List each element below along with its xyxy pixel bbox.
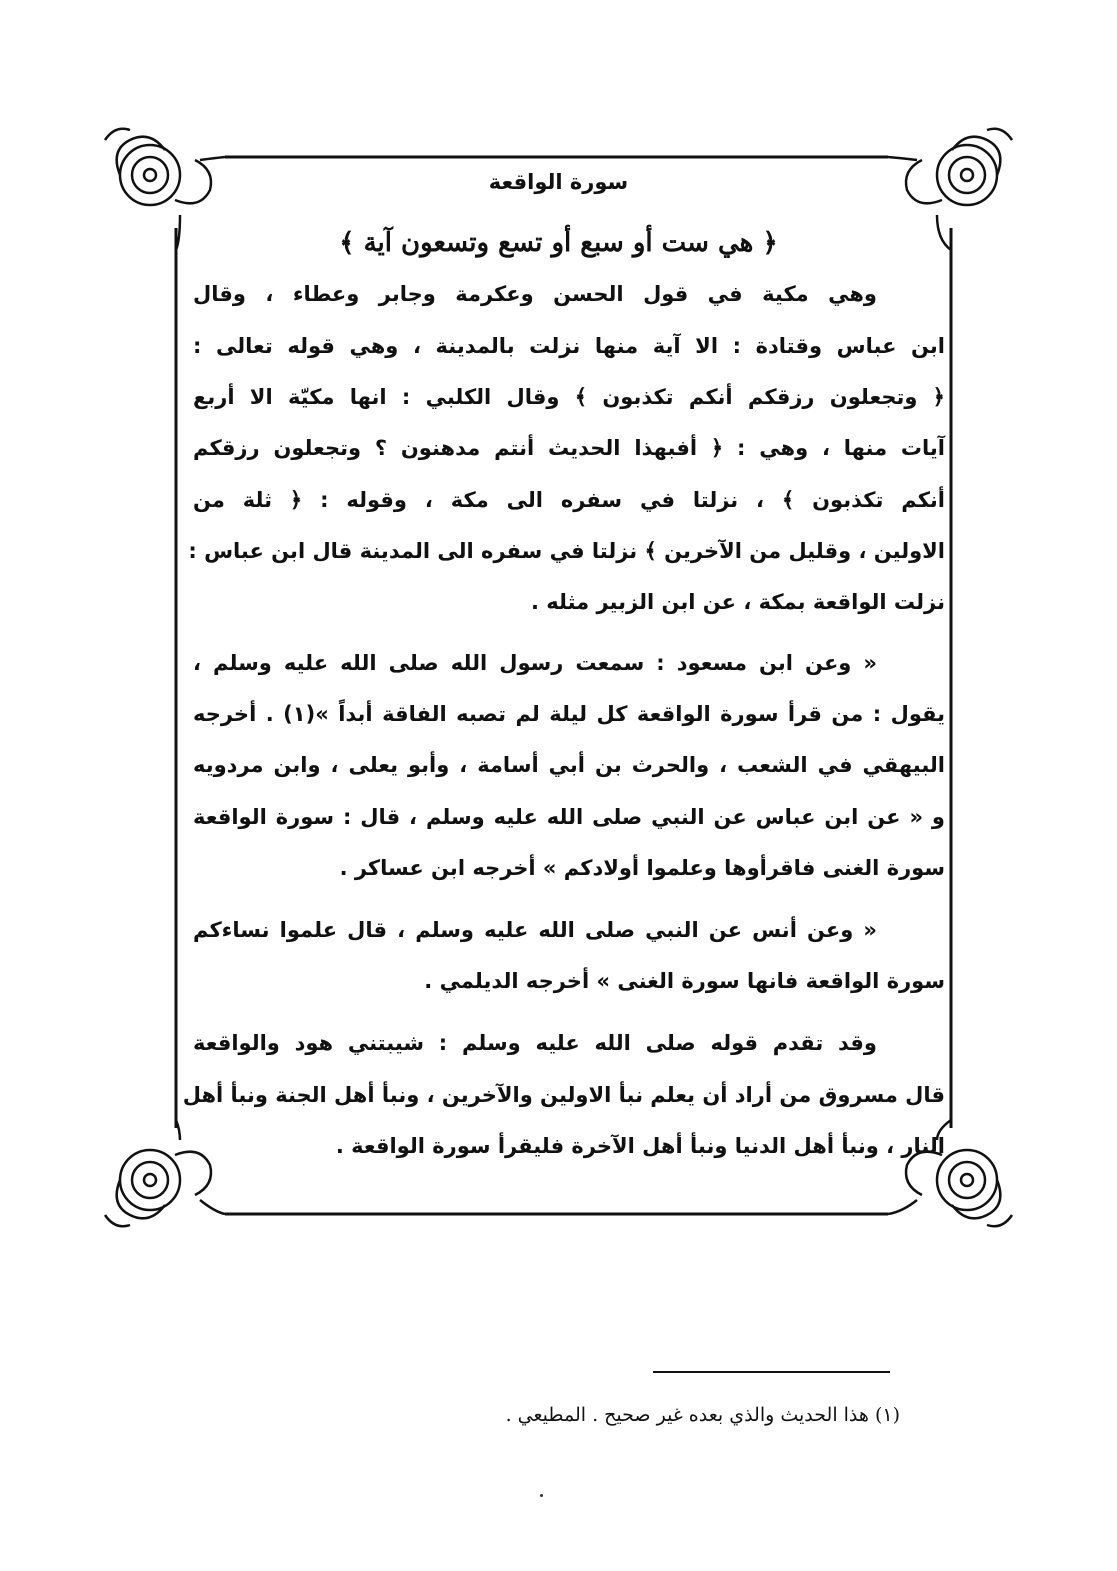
page-mark (540, 1494, 543, 1497)
body-line: « وعن ابن مسعود : سمعت رسول الله صلى الله عليه وسلم ، (193, 651, 877, 675)
body-line: الاولين ، وقليل من الآخرين ﴾ نزلتا في سفره الى المدينة قال ابن عباس : (188, 539, 945, 563)
surah-title: سورة الواقعة (488, 170, 629, 194)
body-line: وهي مكية في قول الحسن وعكرمة وجابر وعطاء ، وقال (193, 282, 877, 306)
verse-count-heading: ﴿ هي ست أو سبع أو تسع وتسعون آية ﴾ (339, 228, 778, 258)
body-line: نزلت الواقعة بمكة ، عن ابن الزبير مثله . (531, 590, 945, 614)
body-line: سورة الغنى فاقرأوها وعلموا أولادكم » أخرجه ابن عساكر . (339, 856, 945, 880)
body-line: وقد تقدم قوله صلى الله عليه وسلم : شيبتني هود والواقعة (193, 1031, 877, 1055)
body-line: قال مسروق من أراد أن يعلم نبأ الاولين والآخرين ، ونبأ أهل الجنة ونبأ أهل (182, 1083, 945, 1107)
body-line: ابن عباس وقتادة : الا آية منها نزلت بالمدينة ، وهي قوله تعالى : (193, 334, 945, 358)
body-line: البيهقي في الشعب ، والحرث بن أبي أسامة ، وأبو يعلى ، وابن مردويه (193, 753, 945, 777)
footnote: (١) هذا الحديث والذي بعده غير صحيح . المطيعي . (505, 1404, 900, 1426)
body-line: سورة الواقعة فانها سورة الغنى » أخرجه الديلمي . (424, 969, 945, 993)
body-line: يقول : من قرأ سورة الواقعة كل ليلة لم تصبه الفاقة أبداً »(١) . أخرجه (193, 702, 945, 726)
body-line: « وعن أنس عن النبي صلى الله عليه وسلم ، قال علموا نساءكم (193, 918, 877, 942)
body-line: آيات منها ، وهي : ﴿ أفبهذا الحديث أنتم مدهنون ؟ وتجعلون رزقكم (193, 436, 945, 460)
body-line: ﴿ وتجعلون رزقكم أنكم تكذبون ﴾ وقال الكلبي : انها مكيّة الا أربع (193, 385, 945, 409)
footnote-divider (653, 1371, 890, 1373)
body-line: و « عن ابن عباس عن النبي صلى الله عليه وسلم ، قال : سورة الواقعة (193, 805, 945, 829)
body-line: النار ، ونبأ أهل الدنيا ونبأ أهل الآخرة فليقرأ سورة الواقعة . (335, 1134, 945, 1158)
body-line: أنكم تكذبون ﴾ ، نزلتا في سفره الى مكة ، وقوله : ﴿ ثلة من (193, 488, 945, 512)
